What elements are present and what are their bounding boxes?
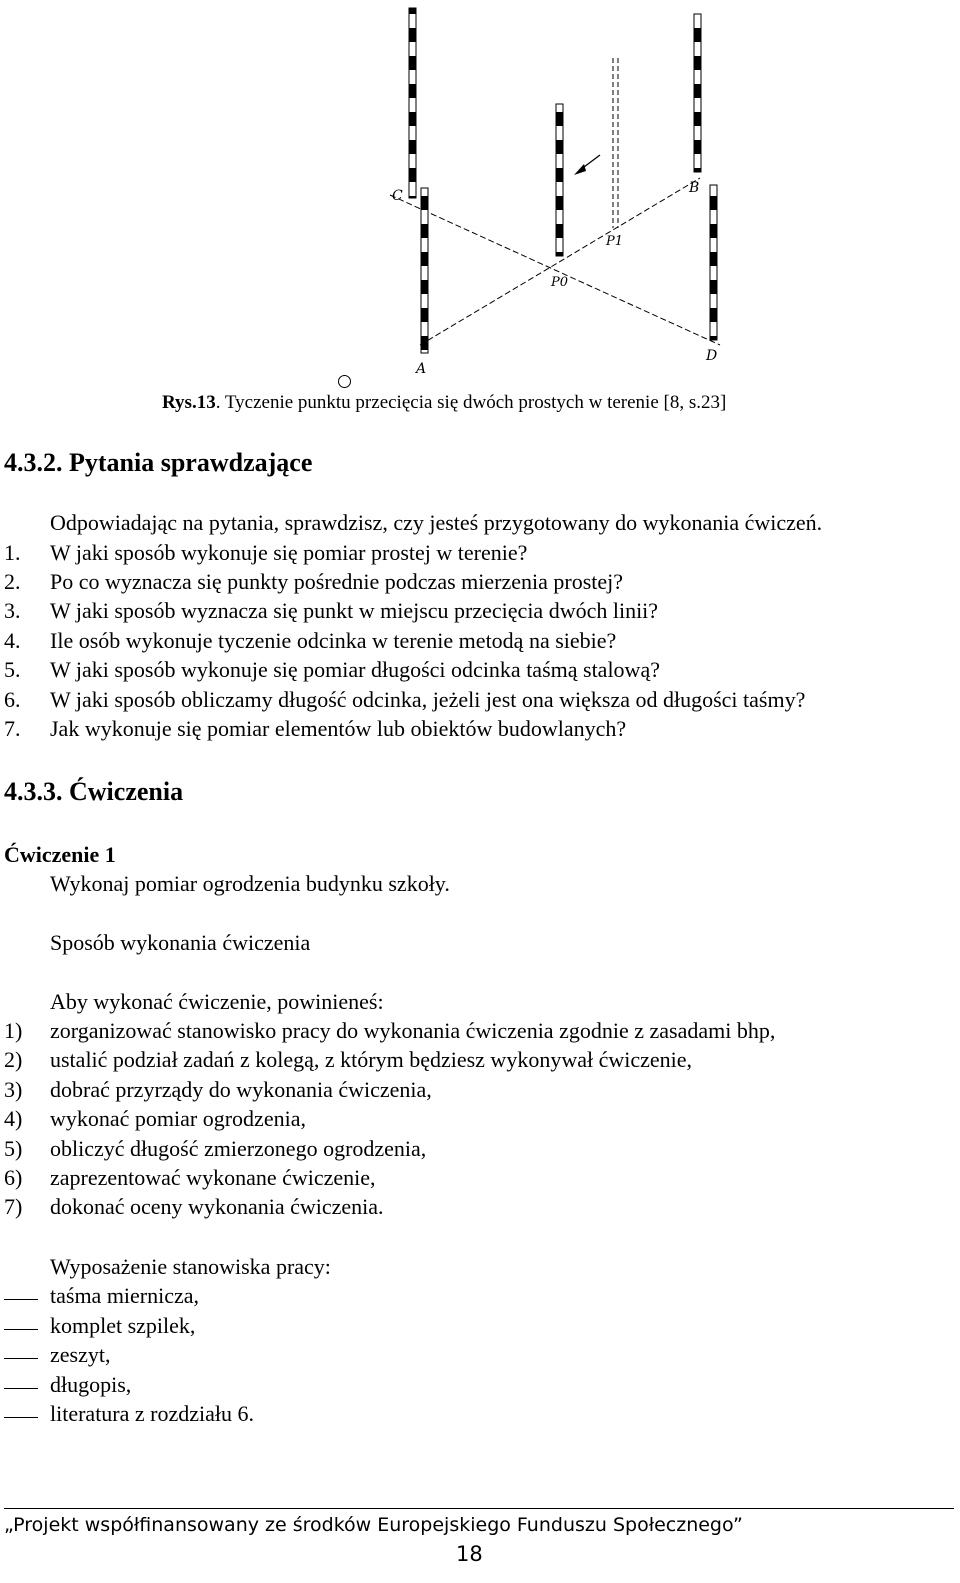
footer-text: „Projekt współfinansowany ze środków Europejskiego Funduszu Społecznego” (4, 1514, 743, 1536)
dash-bullet-icon (4, 1299, 38, 1300)
dash-bullet-icon (4, 1329, 38, 1330)
question-number: 7. (4, 716, 21, 741)
label-p1: P1 (606, 234, 624, 249)
step-text: dobrać przyrządy do wykonania ćwiczenia, (50, 1077, 432, 1102)
dash-bullet-icon (4, 1388, 38, 1389)
question-text: W jaki sposób wyznacza się punkt w miejscu przecięcia dwóch linii? (50, 598, 659, 623)
step-text: zaprezentować wykonane ćwiczenie, (50, 1165, 376, 1190)
page-number: 18 (456, 1542, 483, 1566)
questions-intro: Odpowiadając na pytania, sprawdzisz, czy jesteś przygotowany do wykonania ćwiczeń. (50, 510, 823, 535)
question-number: 1. (4, 540, 21, 565)
equipment-text: długopis, (50, 1372, 132, 1397)
question-number: 5. (4, 657, 21, 682)
arrow-head-icon (574, 164, 586, 175)
dash-bullet-icon (4, 1417, 38, 1418)
step-number: 1) (4, 1018, 23, 1043)
exercise-task: Wykonaj pomiar ogrodzenia budynku szkoły. (50, 871, 450, 896)
questions-heading: 4.3.2. Pytania sprawdzające (4, 448, 313, 477)
pole-p0 (556, 104, 563, 256)
question-text: Jak wykonuje się pomiar elementów lub obiektów budowlanych? (50, 716, 627, 741)
equipment-text: literatura z rozdziału 6. (50, 1401, 255, 1426)
line-c-d (390, 195, 720, 345)
pole-d (710, 185, 717, 340)
label-b: B (689, 180, 700, 196)
method-heading: Sposób wykonania ćwiczenia (50, 930, 311, 955)
question-text: Po co wyznacza się punkty pośrednie podczas mierzenia prostej? (50, 569, 624, 594)
caption-prefix: Rys.13 (162, 392, 216, 413)
label-c: C (392, 188, 403, 204)
question-text: W jaki sposób wykonuje się pomiar długości odcinka taśmą stalową? (50, 657, 660, 682)
dash-bullet-icon (4, 1358, 38, 1359)
circle-bullet-icon (338, 375, 351, 388)
figure-caption (162, 392, 726, 414)
exercises-heading: 4.3.3. Ćwiczenia (4, 777, 184, 806)
equipment-text: komplet szpilek, (50, 1313, 196, 1338)
step-text: zorganizować stanowisko pracy do wykonania ćwiczenia zgodnie z zasadami bhp, (50, 1018, 776, 1043)
step-number: 2) (4, 1047, 23, 1072)
question-number: 6. (4, 687, 21, 712)
step-number: 5) (4, 1136, 23, 1161)
pole-a (421, 188, 428, 353)
equipment-text: zeszyt, (50, 1342, 111, 1367)
pole-c (409, 8, 416, 198)
steps-intro: Aby wykonać ćwiczenie, powinieneś: (50, 989, 384, 1014)
step-text: dokonać oceny wykonania ćwiczenia. (50, 1194, 384, 1219)
equipment-text: taśma miernicza, (50, 1283, 200, 1308)
label-p0: P0 (551, 275, 569, 290)
exercise-title: Ćwiczenie 1 (4, 842, 116, 867)
question-text: W jaki sposób wykonuje się pomiar prostej w terenie? (50, 540, 528, 565)
step-text: wykonać pomiar ogrodzenia, (50, 1106, 306, 1131)
pole-b (694, 14, 701, 172)
step-text: ustalić podział zadań z kolegą, z którym będziesz wykonywał ćwiczenie, (50, 1047, 693, 1072)
step-number: 4) (4, 1106, 23, 1131)
step-number: 7) (4, 1194, 23, 1219)
label-d: D (706, 348, 718, 364)
intersection-figure (370, 0, 750, 382)
footer-divider (4, 1508, 954, 1509)
question-number: 4. (4, 628, 21, 653)
question-number: 2. (4, 569, 21, 594)
step-number: 6) (4, 1165, 23, 1190)
label-a: A (416, 361, 427, 377)
equipment-heading: Wyposażenie stanowiska pracy: (50, 1254, 331, 1279)
question-text: Ile osób wykonuje tyczenie odcinka w terenie metodą na siebie? (50, 628, 617, 653)
caption-text: . Tyczenie punktu przecięcia się dwóch prostych w terenie [8, s.23] (215, 392, 727, 413)
step-text: obliczyć długość zmierzonego ogrodzenia, (50, 1136, 427, 1161)
step-number: 3) (4, 1077, 23, 1102)
question-number: 3. (4, 598, 21, 623)
question-text: W jaki sposób obliczamy długość odcinka, jeżeli jest ona większa od długości taśmy? (50, 687, 806, 712)
